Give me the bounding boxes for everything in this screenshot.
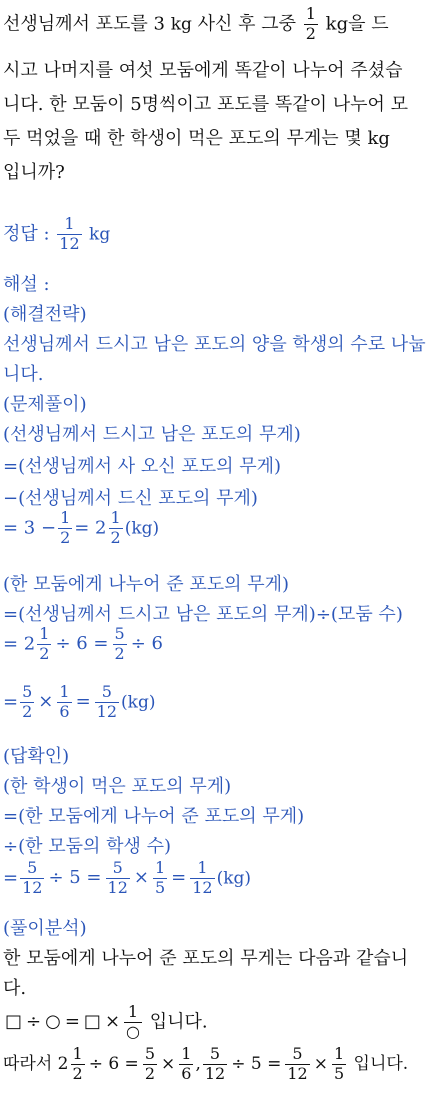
problem-text: 사신 후 그중 bbox=[191, 13, 302, 35]
unit-kg: kg bbox=[170, 14, 192, 35]
math-text: 12 bbox=[204, 1063, 226, 1083]
math-text: ○ bbox=[126, 1021, 140, 1041]
analysis-line-2: 다. bbox=[3, 978, 27, 999]
problem-line-2: 시고 나머지를 여섯 모둠에게 똑같이 나누어 주셨습 bbox=[3, 60, 403, 81]
fraction bbox=[95, 684, 119, 721]
fraction bbox=[109, 510, 123, 547]
math-text: 2 bbox=[39, 643, 50, 663]
strategy-title: (해결전략) bbox=[3, 304, 87, 325]
math-text: (kg) bbox=[216, 868, 252, 889]
math-text: × bbox=[133, 867, 149, 889]
math-text: = bbox=[64, 1011, 80, 1033]
math-text: 5 bbox=[209, 1044, 221, 1063]
solve-step-4: (한 모둠에게 나누어 준 포도의 무게) bbox=[3, 574, 290, 595]
math-text: 12 bbox=[22, 877, 43, 897]
math-text: 1 bbox=[154, 858, 166, 877]
math-text: 1 bbox=[127, 1002, 139, 1021]
math-text: ÷ 5 = bbox=[48, 867, 102, 889]
check-line-1: (한 학생이 먹은 포도의 무게) bbox=[3, 776, 232, 797]
math-text: 12 bbox=[107, 877, 128, 897]
math-text: 입니다. bbox=[144, 1011, 208, 1033]
math-text: 1 bbox=[72, 1044, 83, 1063]
math-text: = 2 bbox=[3, 633, 36, 655]
solve-step-3: −(선생님께서 드신 포도의 무게) bbox=[3, 488, 258, 509]
math-text: 5 bbox=[144, 1044, 155, 1063]
fraction bbox=[113, 626, 127, 663]
equation-2 bbox=[3, 626, 165, 663]
math-text: × bbox=[38, 691, 54, 713]
fraction bbox=[143, 1046, 157, 1083]
fraction bbox=[58, 510, 72, 547]
problem-text: 선생님께서 포도를 3 bbox=[3, 13, 171, 35]
math-text: 1 bbox=[39, 624, 50, 643]
math-text: ÷ 5 = bbox=[231, 1053, 282, 1074]
math-text: 5 bbox=[22, 682, 33, 701]
answer-line bbox=[3, 216, 110, 253]
math-text: 5 bbox=[333, 1063, 345, 1083]
square-symbol: □ bbox=[5, 1011, 23, 1033]
fraction bbox=[203, 1046, 227, 1083]
answer-label: 정답 : bbox=[3, 223, 56, 245]
strategy-line-1: 선생님께서 드시고 남은 포도의 양을 학생의 수로 나눕 bbox=[3, 334, 426, 355]
math-text: ÷ 6 = bbox=[55, 633, 109, 655]
equation-3 bbox=[3, 684, 155, 721]
math-text: = bbox=[171, 867, 187, 889]
answer-unit: kg bbox=[83, 224, 111, 245]
math-text: × bbox=[104, 1011, 121, 1033]
math-text: = bbox=[3, 691, 19, 713]
math-text: 5 bbox=[292, 1044, 303, 1063]
math-text: 6 bbox=[181, 1063, 192, 1083]
fraction bbox=[332, 1046, 346, 1083]
math-text: 12 bbox=[96, 701, 118, 721]
math-text: = bbox=[3, 867, 19, 889]
rule-line bbox=[3, 1004, 208, 1041]
math-text: , bbox=[195, 1053, 201, 1074]
problem-text: kg을 드 bbox=[319, 13, 389, 35]
fraction bbox=[106, 860, 130, 897]
math-text: 1 bbox=[59, 682, 70, 701]
fraction bbox=[124, 1004, 142, 1041]
math-text: = 3 − bbox=[3, 517, 57, 539]
math-text: 2 bbox=[114, 643, 125, 663]
math-text: 2 bbox=[305, 23, 316, 43]
fraction bbox=[37, 626, 51, 663]
problem-line-5: 입니까? bbox=[3, 162, 65, 183]
circle-symbol: ○ bbox=[45, 1011, 61, 1033]
math-text: ÷ bbox=[26, 1011, 42, 1033]
math-text: 12 bbox=[59, 233, 80, 253]
fraction bbox=[20, 860, 44, 897]
math-text: 1 bbox=[60, 508, 71, 527]
check-line-2: =(한 모둠에게 나누어 준 포도의 무게) bbox=[3, 806, 305, 827]
math-text: 2 bbox=[22, 701, 33, 721]
math-text: × bbox=[161, 1053, 176, 1074]
fraction bbox=[57, 684, 71, 721]
math-text: 1 bbox=[64, 214, 75, 233]
solve-step-2: =(선생님께서 사 오신 포도의 무게) bbox=[3, 456, 282, 477]
fraction bbox=[179, 1046, 193, 1083]
solve-step-1: (선생님께서 드시고 남은 포도의 무게) bbox=[3, 424, 301, 445]
math-text: 따라서 2 bbox=[3, 1053, 69, 1074]
analysis-title: (풀이분석) bbox=[3, 918, 87, 939]
fraction bbox=[190, 860, 214, 897]
fraction-half bbox=[304, 6, 318, 43]
math-text: 입니다. bbox=[348, 1053, 409, 1074]
strategy-line-2: 니다. bbox=[3, 364, 44, 385]
math-text: 1 bbox=[197, 858, 208, 877]
math-text: 2 bbox=[60, 527, 71, 547]
math-text: × bbox=[313, 1053, 328, 1074]
math-text: 5 bbox=[114, 624, 125, 643]
math-text: 2 bbox=[110, 527, 121, 547]
fraction bbox=[285, 1046, 309, 1083]
math-text: ÷ 6 bbox=[130, 633, 163, 655]
fraction bbox=[20, 684, 34, 721]
check-line-3: ÷(한 모둠의 학생 수) bbox=[3, 836, 172, 857]
problem-line-3: 니다. 한 모둠이 5명씩이고 포도를 똑같이 나누어 모 bbox=[3, 94, 408, 115]
solve-title: (문제풀이) bbox=[3, 394, 87, 415]
final-line bbox=[3, 1046, 408, 1083]
math-text: 12 bbox=[287, 1063, 308, 1083]
math-text: 1 bbox=[181, 1044, 192, 1063]
equation-1 bbox=[3, 510, 159, 547]
math-text: ÷ 6 = bbox=[88, 1053, 139, 1074]
math-text: 5 bbox=[112, 858, 123, 877]
math-text: 1 bbox=[110, 508, 121, 527]
math-text: (kg) bbox=[124, 518, 160, 539]
fraction bbox=[71, 1046, 85, 1083]
square-symbol: □ bbox=[83, 1011, 101, 1033]
math-text: 2 bbox=[72, 1063, 83, 1083]
fraction bbox=[153, 860, 167, 897]
equation-4 bbox=[3, 860, 251, 897]
problem-line-1 bbox=[3, 6, 389, 43]
problem-line-4: 두 먹었을 때 한 학생이 먹은 포도의 무게는 몇 kg bbox=[3, 128, 390, 149]
analysis-line-1: 한 모둠에게 나누어 준 포도의 무게는 다음과 같습니 bbox=[3, 948, 409, 969]
answer-fraction bbox=[57, 216, 81, 253]
math-text: = 2 bbox=[74, 517, 107, 539]
math-text: 5 bbox=[27, 858, 38, 877]
math-text: 2 bbox=[144, 1063, 155, 1083]
check-title: (답확인) bbox=[3, 746, 70, 767]
math-text: 6 bbox=[59, 701, 70, 721]
math-text: 5 bbox=[101, 682, 112, 701]
solve-step-5: =(선생님께서 드시고 남은 포도의 무게)÷(모둠 수) bbox=[3, 604, 403, 625]
math-text: 5 bbox=[154, 877, 166, 897]
math-text: = bbox=[75, 691, 91, 713]
explanation-header: 해설 : bbox=[3, 274, 50, 295]
math-text: (kg) bbox=[121, 692, 156, 713]
math-text: 1 bbox=[305, 4, 316, 23]
math-text: 12 bbox=[192, 877, 213, 897]
math-text: 1 bbox=[333, 1044, 345, 1063]
